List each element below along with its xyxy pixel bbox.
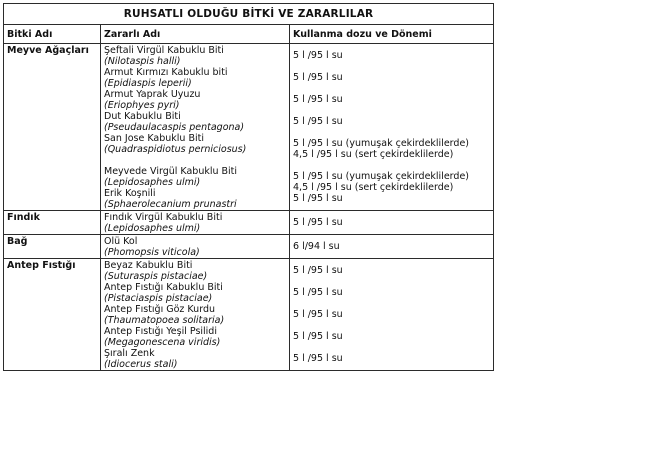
dose-item <box>293 326 490 348</box>
pest-item <box>104 348 286 370</box>
pest-list <box>101 211 290 235</box>
dose-list <box>290 235 494 259</box>
header-row <box>4 25 494 44</box>
pest-common-name: Armut Kırmızı Kabuklu biti <box>104 67 228 78</box>
dose-item <box>293 67 490 89</box>
pest-scientific-name: (Lepidosaphes ulmi) <box>104 223 201 234</box>
dose-item <box>293 111 490 133</box>
pest-list <box>101 44 290 211</box>
dose-item <box>293 260 490 282</box>
pest-common-name: Erik Koşnili <box>104 188 156 199</box>
dose-item <box>293 348 490 370</box>
dose-text: 5 l /95 l su <box>293 50 343 61</box>
pest-item <box>104 304 286 326</box>
pest-scientific-name: (Quadraspidiotus perniciosus) <box>104 144 247 155</box>
pest-scientific-name: (Idiocerus stali) <box>104 359 178 370</box>
pest-common-name: Şıralı Zenk <box>104 348 155 359</box>
dose-text: 5 l /95 l su <box>293 287 343 298</box>
plant-name: Antep Fıstığı <box>4 259 101 371</box>
pest-scientific-name: (Nilotaspis halli) <box>104 56 181 67</box>
pest-common-name: Antep Fıstığı Göz Kurdu <box>104 304 215 315</box>
dose-text: 5 l /95 l su (yumuşak çekirdeklilerde) <box>293 171 470 182</box>
dose-item <box>293 45 490 67</box>
dose-text: 5 l /95 l su <box>293 353 343 364</box>
plant-name: Meyve Ağaçları <box>4 44 101 211</box>
pest-item <box>104 67 286 89</box>
dose-text: 5 l /95 l su <box>293 94 343 105</box>
dose-text: 5 l /95 l su <box>293 72 343 83</box>
group-row <box>4 259 494 371</box>
pest-scientific-name: (Pseudaulacaspis pentagona) <box>104 122 245 133</box>
pest-common-name: San Jose Kabuklu Biti <box>104 133 204 144</box>
pest-scientific-name: (Thaumatopoea solitaria) <box>104 315 225 326</box>
pest-item <box>104 326 286 348</box>
pest-common-name: Armut Yaprak Uyuzu <box>104 89 201 100</box>
dose-text: 6 l/94 l su <box>293 241 340 252</box>
group-row <box>4 235 494 259</box>
pest-common-name: Antep Fıstığı Yeşil Psilidi <box>104 326 217 337</box>
pest-common-name: Beyaz Kabuklu Biti <box>104 260 193 271</box>
pest-item <box>104 260 286 282</box>
registration-table <box>3 3 494 371</box>
dose-item <box>293 133 490 160</box>
dose-item <box>293 166 490 193</box>
dose-text: 5 l /95 l su <box>293 331 343 342</box>
dose-text: 5 l /95 l su <box>293 193 343 204</box>
table-title: RUHSATLI OLDUĞU BİTKİ VE ZARARLILAR <box>4 4 494 25</box>
pest-common-name: Ölü Kol <box>104 236 138 247</box>
pest-list <box>101 235 290 259</box>
title-row <box>4 4 494 25</box>
pest-common-name: Fındık Virgül Kabuklu Biti <box>104 212 223 223</box>
group-row <box>4 44 494 211</box>
header-pest: Zararlı Adı <box>101 25 290 44</box>
pest-common-name: Dut Kabuklu Biti <box>104 111 181 122</box>
pest-item <box>104 166 286 188</box>
pest-item <box>104 133 286 155</box>
pest-scientific-name: (Eriophyes pyri) <box>104 100 180 111</box>
pest-item <box>104 111 286 133</box>
dose-item <box>293 89 490 111</box>
pest-item <box>104 282 286 304</box>
header-plant: Bitki Adı <box>4 25 101 44</box>
dose-list <box>290 259 494 371</box>
pest-common-name: Antep Fıstığı Kabuklu Biti <box>104 282 223 293</box>
pest-list <box>101 259 290 371</box>
dose-text: 5 l /95 l su <box>293 265 343 276</box>
dose-text: 5 l /95 l su <box>293 309 343 320</box>
dose-item <box>293 304 490 326</box>
header-dose: Kullanma dozu ve Dönemi <box>290 25 494 44</box>
dose-item <box>293 212 490 234</box>
pest-scientific-name: (Lepidosaphes ulmi) <box>104 177 201 188</box>
dose-list <box>290 211 494 235</box>
plant-name: Bağ <box>4 235 101 259</box>
pest-scientific-name: (Sphaerolecanium prunastri <box>104 199 237 210</box>
pest-scientific-name: (Suturaspis pistaciae) <box>104 271 208 282</box>
dose-text: 4,5 l /95 l su (sert çekirdeklilerde) <box>293 149 454 160</box>
pest-item <box>104 212 286 234</box>
pest-scientific-name: (Megagonescena viridis) <box>104 337 221 348</box>
pest-common-name: Meyvede Virgül Kabuklu Biti <box>104 166 238 177</box>
pest-common-name: Şeftali Virgül Kabuklu Biti <box>104 45 224 56</box>
dose-text: 5 l /95 l su (yumuşak çekirdeklilerde) <box>293 138 470 149</box>
dose-text: 4,5 l /95 l su (sert çekirdeklilerde) <box>293 182 454 193</box>
registration-table-container <box>3 3 493 371</box>
dose-item <box>293 282 490 304</box>
pest-item <box>104 45 286 67</box>
pest-item <box>104 188 286 210</box>
dose-list <box>290 44 494 211</box>
dose-item <box>293 236 490 258</box>
pest-scientific-name: (Epidiaspis leperii) <box>104 78 192 89</box>
group-row <box>4 211 494 235</box>
plant-name: Fındık <box>4 211 101 235</box>
pest-item <box>104 89 286 111</box>
pest-item <box>104 236 286 258</box>
dose-text: 5 l /95 l su <box>293 217 343 228</box>
dose-text: 5 l /95 l su <box>293 116 343 127</box>
pest-scientific-name: (Phomopsis viticola) <box>104 247 200 258</box>
pest-scientific-name: (Pistaciaspis pistaciae) <box>104 293 213 304</box>
